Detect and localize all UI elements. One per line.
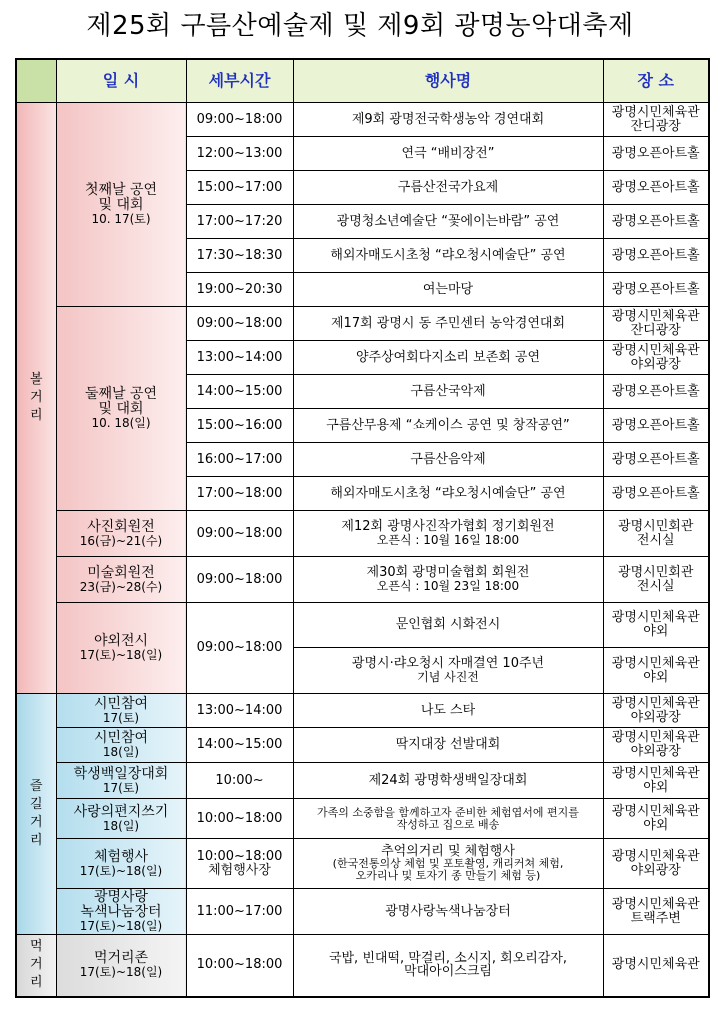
place-line: 광명오픈아트홀 [611,485,700,501]
place-cell [603,239,709,273]
place-cell [603,763,709,799]
place-line: 광명오픈아트홀 [611,145,700,161]
day-label: 체험행사 [93,848,149,865]
time-cell: 16:00~17:00 [186,443,293,477]
day-label: 및 대회 [98,401,144,417]
event-cell: 양주상여회다지소리 보존회 공연 [293,341,603,375]
place-line: 광명시민체육관 [611,342,700,358]
place-cell [603,443,709,477]
place-line: 잔디광장 [630,118,681,134]
place-line: 광명시민체육관 [611,803,700,819]
day-label: 사랑의편지쓰기 [73,803,169,820]
event-cell: 제9회 광명전국학생농악 경연대회 [293,103,603,137]
event-title: 제30회 광명미술협회 회원전 [366,565,530,580]
category-cell [16,103,56,694]
day-cell [56,557,186,603]
event-cell [293,839,603,889]
time-cell: 12:00~13:00 [186,137,293,171]
header-day: 일 시 [56,59,186,103]
day-label: 둘째날 공연 [84,386,158,402]
header-event: 행사명 [293,59,603,103]
place-line: 광명오픈아트홀 [611,383,700,399]
time-venue: 체험행사장 [208,862,271,878]
day-label: 시민참여 [93,730,149,746]
place-line: 야외광장 [630,862,681,878]
time-cell: 09:00~18:00 [186,557,293,603]
event-title: 추억의거리 및 체험행사 [381,844,515,859]
place-line: 잔디광장 [630,322,681,338]
time-cell: 14:00~15:00 [186,728,293,763]
event-subtitle: (한국전통의상 체험 및 포토촬영, 캐리커쳐 체험, [332,857,564,870]
time-cell: 17:00~18:00 [186,477,293,511]
day-date: 10. 17(토) [91,212,151,226]
time-cell: 10:00~ [186,763,293,799]
event-cell: 구름산무용제 “쇼케이스 공연 및 창작공연” [293,409,603,443]
time-cell: 09:00~18:00 [186,103,293,137]
place-line: 트랙주변 [630,910,681,926]
place-line: 광명오픈아트홀 [611,213,700,229]
day-cell [56,728,186,763]
time-cell: 09:00~18:00 [186,603,293,694]
time-cell: 11:00~17:00 [186,889,293,935]
event-title: 제12회 광명사진작가협회 정기회원전 [341,519,555,534]
day-cell [56,889,186,935]
day-cell [56,103,186,307]
event-cell: 광명사랑녹색나눔장터 [293,889,603,935]
table-row [16,557,709,603]
category-label: 즐길거리 [29,779,43,848]
event-cell: 구름산국악제 [293,375,603,409]
place-cell [603,409,709,443]
time-cell: 19:00~20:30 [186,273,293,307]
place-cell [603,137,709,171]
day-label: 녹색나눔장터 [80,904,162,920]
place-cell [603,694,709,728]
table-row [16,799,709,839]
day-cell [56,763,186,799]
day-label: 시민참여 [93,695,149,712]
place-line: 야외광장 [630,744,681,759]
place-cell [603,307,709,341]
place-line: 광명오픈아트홀 [611,451,700,467]
time-cell: 15:00~16:00 [186,409,293,443]
day-date: 17(토) [102,780,140,795]
place-cell [603,839,709,889]
event-cell: 광명청소년예술단 “꽃에이는바람” 공연 [293,205,603,239]
time-cell: 13:00~14:00 [186,341,293,375]
day-label: 광명사랑 [93,889,149,905]
place-line: 광명오픈아트홀 [611,247,700,263]
day-label: 첫째날 공연 [84,182,158,198]
day-cell [56,603,186,694]
place-cell [603,477,709,511]
event-subtitle: 오픈식 : 10월 23일 18:00 [376,579,520,593]
event-cell [293,557,603,603]
day-date: 17(토)~18(일) [79,965,163,980]
table-row [16,511,709,557]
place-line: 광명오픈아트홀 [611,281,700,297]
event-title: 국밥, 빈대떡, 막걸리, 소시지, 회오리감자, [328,951,568,967]
header-row [16,59,709,103]
event-subtitle: 작성하고 집으로 배송 [396,817,500,831]
place-line: 광명시민체육관 [611,765,700,781]
event-subtitle: 기념 사진전 [417,670,479,684]
place-line: 야외광장 [630,356,681,372]
place-cell [603,889,709,935]
place-line: 광명시민체육관 [611,695,700,711]
header-corner-cell [16,59,56,103]
place-line: 광명시민체육관 [611,848,700,864]
place-cell [603,375,709,409]
table-row [16,694,709,728]
category-cell [16,694,56,935]
day-cell [56,839,186,889]
day-cell [56,511,186,557]
table-row [16,103,709,137]
place-line: 야외광장 [630,709,681,725]
day-label: 먹거리존 [93,950,149,967]
place-cell [603,205,709,239]
table-row [16,307,709,341]
event-title: 가족의 소중함을 함께하고자 준비한 체험엽서에 편지를 [317,805,579,819]
place-cell [603,935,709,997]
place-line: 야외 [643,624,669,639]
time-cell [186,839,293,889]
table-row [16,839,709,889]
day-date: 16(금)~21(수) [79,533,163,548]
place-line: 전시실 [636,578,675,594]
place-cell [603,511,709,557]
event-cell: 제17회 광명시 동 주민센터 농악경연대회 [293,307,603,341]
category-label: 먹거리 [29,939,43,991]
day-label: 학생백일장대회 [73,765,169,782]
place-cell [603,557,709,603]
event-subtitle: 오카리나 및 토자기 종 만들기 체험 등) [355,869,541,882]
place-line: 야외 [643,779,669,795]
day-label: 및 대회 [98,197,144,213]
place-cell [603,341,709,375]
place-line: 광명시민체육관 [611,730,700,745]
event-cell [293,799,603,839]
page-title: 제25회 구름산예술제 및 제9회 광명농악대축제 [86,11,634,41]
event-subtitle: 막대아이스크림 [404,964,492,980]
place-cell [603,648,709,694]
event-cell: 해외자매도시초청 “랴오청시예술단” 공연 [293,239,603,273]
header-time: 세부시간 [186,59,293,103]
time-cell: 15:00~17:00 [186,171,293,205]
event-cell: 해외자매도시초청 “랴오청시예술단” 공연 [293,477,603,511]
table-row [16,763,709,799]
time-cell: 14:00~15:00 [186,375,293,409]
header-place: 장 소 [603,59,709,103]
event-subtitle: 오픈식 : 10월 16일 18:00 [376,533,520,547]
day-cell [56,694,186,728]
event-cell: 구름산음악제 [293,443,603,477]
table-row [16,889,709,935]
table-row [16,603,709,648]
day-date: 17(토)~18(일) [79,919,163,933]
place-line: 광명시민체육관 [611,610,700,625]
place-line: 광명시민체육관 [611,655,700,671]
category-label: 볼거리 [29,372,43,423]
day-cell [56,935,186,997]
place-line: 야외 [643,669,669,685]
event-cell: 나도 스타 [293,694,603,728]
event-cell: 구름산전국가요제 [293,171,603,205]
day-date: 18(일) [102,818,140,833]
place-line: 광명오픈아트홀 [611,417,700,433]
place-line: 광명시민체육관 [611,957,700,973]
event-cell [293,511,603,557]
place-line: 광명시민회관 [618,564,694,580]
day-cell [56,799,186,839]
day-label: 미술회원전 [87,564,155,581]
time-cell: 10:00~18:00 [186,799,293,839]
day-date: 17(토)~18(일) [79,648,163,662]
place-line: 광명시민체육관 [611,308,700,324]
day-cell [56,307,186,511]
place-line: 광명시민체육관 [611,104,700,120]
event-cell: 여는마당 [293,273,603,307]
day-date: 18(일) [102,745,140,759]
time-text: 10:00~18:00 [196,848,283,864]
festival-schedule-table [15,58,710,998]
place-line: 광명시민체육관 [611,896,700,912]
event-cell: 딱지대장 선발대회 [293,728,603,763]
place-line: 광명시민회관 [618,518,694,534]
category-cell [16,935,56,997]
day-date: 10. 18(일) [91,416,151,430]
time-cell: 09:00~18:00 [186,307,293,341]
place-cell [603,603,709,648]
time-cell: 17:30~18:30 [186,239,293,273]
table-row [16,728,709,763]
day-label: 사진회원전 [87,518,155,535]
place-line: 전시실 [636,532,675,548]
event-cell [293,935,603,997]
place-line: 광명오픈아트홀 [611,179,700,195]
day-label: 야외전시 [93,633,149,649]
day-date: 17(토)~18(일) [79,863,163,878]
event-cell: 제24회 광명학생백일장대회 [293,763,603,799]
table-row [16,935,709,997]
place-cell [603,728,709,763]
time-cell: 17:00~17:20 [186,205,293,239]
time-cell: 09:00~18:00 [186,511,293,557]
event-cell [293,648,603,694]
event-title: 광명시·랴오청시 자매결연 10주년 [351,656,545,671]
place-cell [603,273,709,307]
time-cell: 13:00~14:00 [186,694,293,728]
place-cell [603,171,709,205]
event-cell: 문인협회 시화전시 [293,603,603,648]
place-cell [603,103,709,137]
day-date: 17(토) [102,710,140,725]
day-date: 23(금)~28(수) [79,579,163,594]
place-cell [603,799,709,839]
place-line: 야외 [643,817,669,833]
event-cell: 연극 “배비장전” [293,137,603,171]
time-cell: 10:00~18:00 [186,935,293,997]
